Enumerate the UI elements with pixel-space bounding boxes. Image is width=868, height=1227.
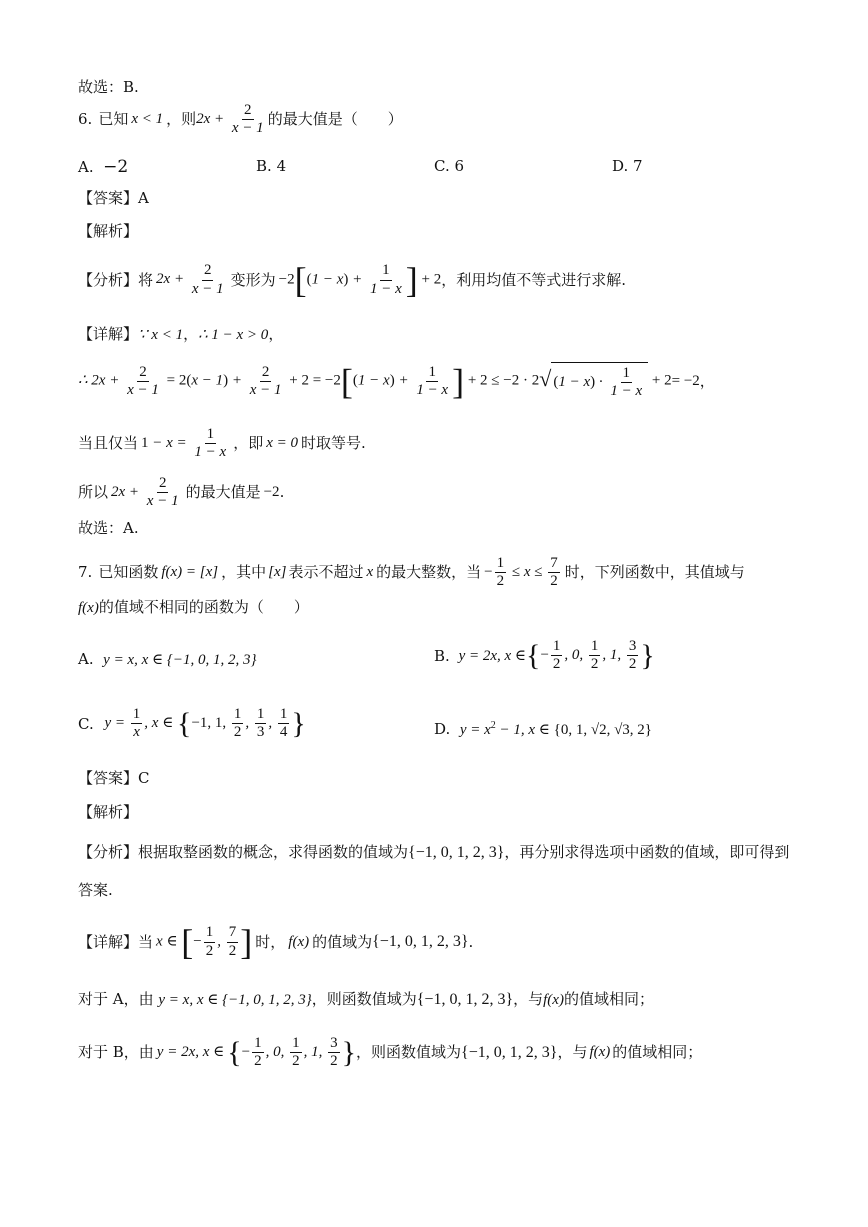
q6-option-c: C. 6 xyxy=(434,157,465,175)
q6-answer: 【答案】A xyxy=(78,189,149,207)
q7-fenxi: 【分析】根据取整函数的概念，求得函数的值域为{−1, 0, 1, 2, 3}，再分别求得选项中函数的值域，即可得到 xyxy=(78,843,790,861)
q7-analysis-label: 【解析】 xyxy=(78,803,139,821)
prev-answer: 故选：B. xyxy=(78,78,139,96)
q7-stem-line2: f(x)的值域不相同的函数为（ ） xyxy=(78,598,309,616)
q7-fenxi-line2: 答案. xyxy=(78,881,113,899)
q7-option-a: A. y = x, x ∈ {−1, 0, 1, 2, 3} xyxy=(78,650,257,668)
q6-option-a: A. −2 xyxy=(78,157,129,177)
q6-stem-cond: x < 1 xyxy=(131,111,164,128)
q6-expression: 2x + $\frac{2}{x - 1}$ xyxy=(196,102,264,137)
q6-xiangjie: 【详解】∵ x < 1，∴ 1 − x > 0， xyxy=(78,325,284,343)
q6-equality-condition: 当且仅当 1 − x = $\frac{1}{1 - x}$ ，即 x = 0 时取等号. xyxy=(78,426,366,461)
q6-fenxi: 【分析】 将 2x + $\frac{2}{x - 1}$ 变形为 −2[(1 − x) + $\frac{1}{1 - x}$ ] + 2 ，利用均值不等式进行求解. xyxy=(78,260,627,300)
q7-stem: 7. 已知函数 f(x) = [x] ，其中 [x] 表示不超过 x 的最大整数，当 − $\frac{1}{2}$ ≤ x ≤ $\frac{7}{2}$ 时，下列函数中，其值域与 xyxy=(78,555,745,590)
q6-stem xyxy=(78,102,403,138)
q7-option-c: C. y = $\frac{1}{x}$ , x ∈ {−1, 1, $\frac{1}{2}$ , $\frac{1}{3}$ , $\frac{1}{4}$ } xyxy=(78,706,306,741)
q6-option-b: B. 4 xyxy=(256,157,287,175)
q7-xiangjie: 【详解】 当 x ∈ [− $\frac{1}{2}$ , $\frac{7}{2}$ ] 时， f(x) 的值域为 {−1, 0, 1, 2, 3} . xyxy=(78,922,474,962)
q6-conclusion: 所以 2x + $\frac{2}{x - 1}$ 的最大值是 −2 . xyxy=(78,475,285,510)
q6-eq-tail: = −2 xyxy=(671,372,700,389)
q6-stem-mid: ，则 xyxy=(166,110,197,129)
q7-for-a: 对于 A，由 y = x, x ∈ {−1, 0, 1, 2, 3}，则函数值域为{−1, 0, 1, 2, 3}，与f(x)的值域相同； xyxy=(78,990,654,1008)
q6-stem-prefix: 已知 xyxy=(98,110,129,129)
q6-derivation: ∴ 2x + $\frac{2}{x - 1}$ = 2(x − 1) + $\frac{2}{x - 1}$ + 2 = −2[(1 − x) + $\frac{1}{1 - x}$ ] + 2 ≤ −2 · 2√ (1 − x) · $\frac{1}{1 - x}$ + 2 = −2 ， xyxy=(78,361,715,402)
q6-option-d: D. 7 xyxy=(612,157,643,175)
q7-option-d: D. $y = x^2 - 1$, x ∈ {0, 1, √2, √3, 2} xyxy=(434,720,653,738)
q6-final: 故选：A. xyxy=(78,519,139,537)
q6-analysis-label: 【解析】 xyxy=(78,222,139,240)
q7-answer: 【答案】C xyxy=(78,769,150,787)
q6-stem-suffix: 的最大值是（ ） xyxy=(267,110,403,129)
q7-option-b: B. y = 2x, x ∈ {− $\frac{1}{2}$ , 0, $\frac{1}{2}$ , 1, $\frac{3}{2}$ } xyxy=(434,638,655,673)
q6-number: 6. xyxy=(78,110,93,129)
q7-for-b: 对于 B，由 y = 2x, x ∈ {− $\frac{1}{2}$ , 0, $\frac{1}{2}$ , 1, $\frac{3}{2}$ } ，则函数值域为 {−1, 0, 1, 2, 3} ，与 f(x) 的值域相同； xyxy=(78,1035,703,1070)
